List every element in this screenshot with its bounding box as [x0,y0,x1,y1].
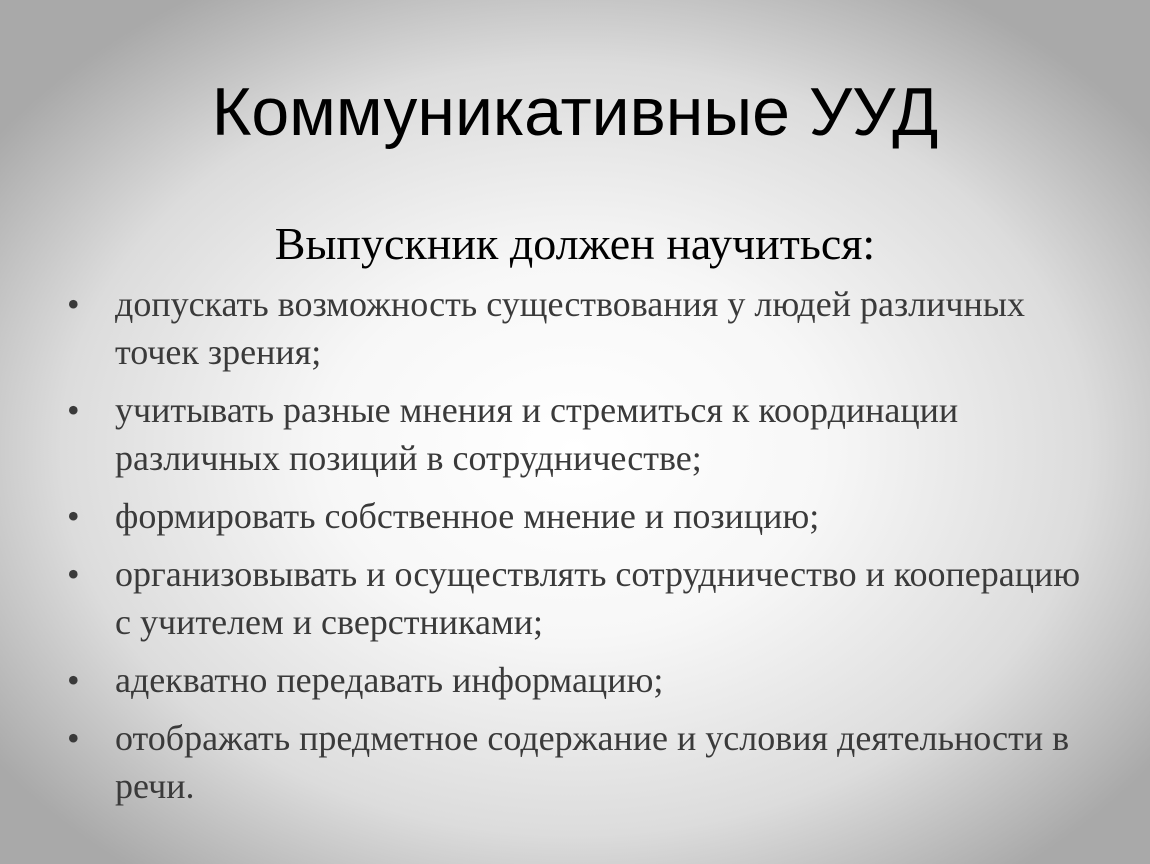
bullet-text: отображать предметное содержание и условия деятельности в речи. [115,718,1070,806]
bullet-item [65,550,1105,646]
slide-title: Коммуникативные УУД [211,74,939,150]
bullet-dot-icon: • [67,284,80,324]
bullet-dot-icon: • [67,554,80,594]
bullet-text: адекватно передавать информацию; [115,660,664,700]
bullet-dot-icon: • [67,496,80,536]
bullet-text: организовывать и осуществлять сотрудничество и кооперацию с учителем и сверстниками; [115,554,1081,642]
bullet-item [65,386,1105,482]
slide-subtitle: Выпускник должен научиться: [274,218,876,269]
bullet-dot-icon: • [67,718,80,758]
bullet-text: учитывать разные мнения и стремиться к координации различных позиций в сотрудничестве; [115,390,959,478]
bullet-list [65,280,1105,810]
bullet-dot-icon: • [67,660,80,700]
bullet-item [65,656,1105,704]
bullet-item [65,492,1105,540]
bullet-item [65,714,1105,810]
bullet-text: формировать собственное мнение и позицию; [115,496,820,536]
bullet-item [65,280,1105,376]
bullet-text: допускать возможность существования у людей различных точек зрения; [115,284,1025,372]
bullet-dot-icon: • [67,390,80,430]
